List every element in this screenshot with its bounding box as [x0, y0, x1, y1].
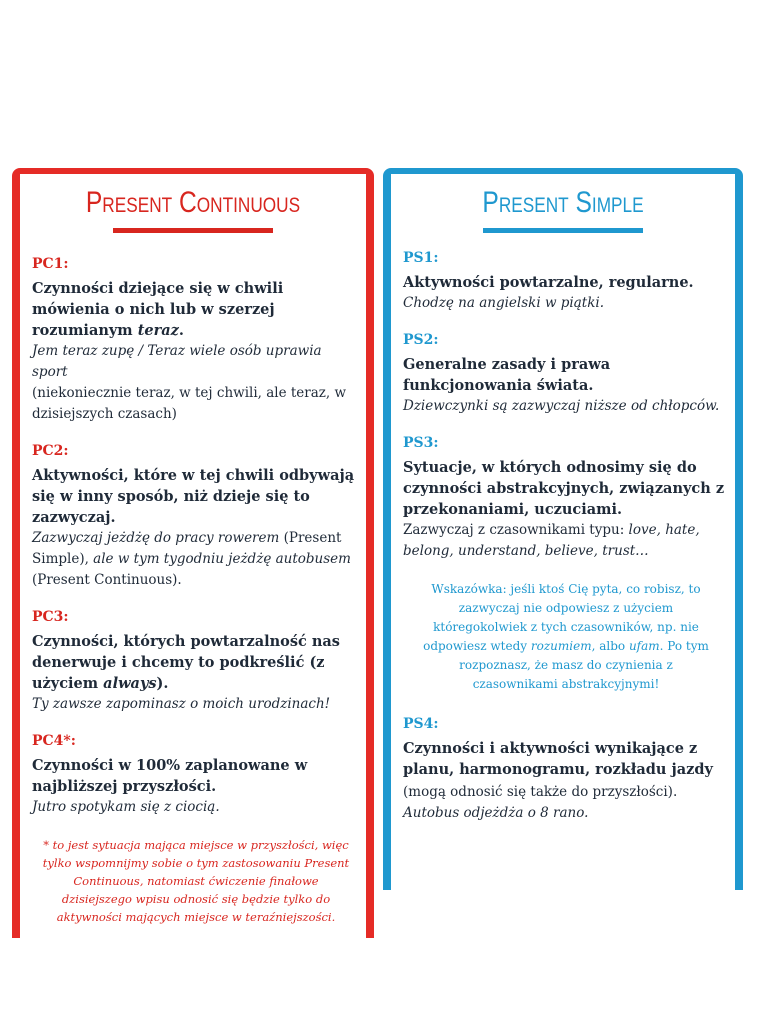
rule-code: PS3:: [403, 435, 439, 451]
rule-heading-text: Czynności dziejące się w chwili mówienia o nich lub w szerzej rozumianym: [32, 280, 284, 339]
rule-ps2: [403, 332, 729, 417]
rule-heading-note: (mogą odnosić się także do przyszłości).: [403, 784, 678, 800]
example-part: ale w tym tygodniu jeżdżę autobusem: [93, 551, 351, 567]
present-continuous-content: [32, 256, 360, 926]
rule-example: Dziewczynki są zazwyczaj niższe od chłopców.: [403, 398, 720, 414]
rule-heading: [32, 631, 360, 694]
rule-heading: [403, 738, 729, 803]
present-simple-content: [403, 250, 729, 842]
present-continuous-panel: [12, 168, 374, 938]
rule-ps3: [403, 435, 729, 562]
present-simple-panel: [383, 168, 743, 890]
rule-example: Chodzę na angielski w piątki.: [403, 295, 605, 311]
rule-ps4: [403, 716, 729, 824]
rule-heading: Aktywności, które w tej chwili odbywają się w inny sposób, niż dzieje się to zazwyczaj.: [32, 467, 355, 526]
rule-heading: Aktywności powtarzalne, regularne.: [403, 274, 694, 291]
rule-note: (niekoniecznie teraz, w tej chwili, ale teraz, w dzisiejszych czasach): [32, 385, 347, 422]
rule-code: PC3:: [32, 609, 69, 625]
panel-title-present-simple: Present Simple: [482, 186, 644, 219]
hint-text: Wskazówka: jeśli ktoś Cię pyta, co robisz, to zazwyczaj nie odpowiesz z użyciem któregokolwiek z tych czasowników, np. nie odpowiesz wtedy: [423, 582, 701, 653]
rule-pc2: [32, 443, 360, 591]
rule-code: PC2:: [32, 443, 69, 459]
verb-list: love, hate, belong, understand, believe, trust…: [403, 522, 700, 559]
rule-example: Jutro spotykam się z ciocią.: [32, 799, 220, 815]
example-part: (Present Simple),: [32, 530, 342, 567]
rule-heading-end: ).: [156, 675, 169, 692]
rule-heading-text: Czynności i aktywności wynikające z planu, harmonogramu, rozkładu jazdy: [403, 740, 713, 778]
rule-example: [32, 528, 360, 591]
rule-code: PS4:: [403, 716, 439, 732]
rule-heading-emphasis: teraz: [137, 322, 179, 339]
example-part: Zazwyczaj jeżdżę do pracy rowerem: [32, 530, 280, 546]
example-part: Zazwyczaj z czasownikami typu:: [403, 522, 629, 538]
rule-heading: [32, 278, 360, 341]
footnote: * to jest sytuacja mająca miejsce w przyszłości, więc tylko wspomnijmy sobie o tym zastosowaniu Present Continuous, natomiast ćwiczenie finałowe dzisiejszego wpisu odnosić się będzie tylko do aktywności mających miejsce w teraźniejszości.: [42, 838, 350, 924]
rule-pc4: [32, 733, 360, 818]
rule-pc3: [32, 609, 360, 715]
title-underline: [113, 228, 273, 233]
rule-heading-text: Czynności, których powtarzalność nas denerwuje i chcemy to podkreślić (z użyciem: [32, 633, 340, 692]
example-part: (Present Continuous).: [32, 572, 182, 588]
hint-emphasis: rozumiem: [530, 639, 592, 653]
rule-code: PC4*:: [32, 733, 76, 749]
rule-pc1: [32, 256, 360, 425]
rule-ps1: [403, 250, 729, 314]
rule-code: PC1:: [32, 256, 69, 272]
rule-code: PS1:: [403, 250, 439, 266]
panel-title-present-continuous: Present Continuous: [85, 186, 301, 219]
rule-heading: Generalne zasady i prawa funkcjonowania świata.: [403, 356, 611, 394]
rule-example: [403, 520, 729, 562]
rule-heading: Sytuacje, w których odnosimy się do czynności abstrakcyjnych, związanych z przekonaniami, uczuciami.: [403, 459, 725, 518]
hint-box: [403, 580, 729, 694]
hint-text: , albo: [591, 639, 629, 653]
rule-code: PS2:: [403, 332, 439, 348]
title-underline: [483, 228, 643, 233]
rule-heading-emphasis: always: [103, 675, 157, 692]
rule-example: Autobus odjeżdża o 8 rano.: [403, 805, 589, 821]
rule-example: Jem teraz zupę / Teraz wiele osób uprawia sport: [32, 343, 322, 380]
rule-example: Ty zawsze zapominasz o moich urodzinach!: [32, 696, 331, 712]
rule-heading: Czynności w 100% zaplanowane w najbliższej przyszłości.: [32, 757, 308, 795]
hint-emphasis: ufam: [628, 639, 660, 653]
rule-heading-end: .: [178, 322, 184, 339]
hint-text: . Po tym rozpoznasz, że masz do czynienia z czasownikami abstrakcyjnymi!: [459, 639, 709, 691]
